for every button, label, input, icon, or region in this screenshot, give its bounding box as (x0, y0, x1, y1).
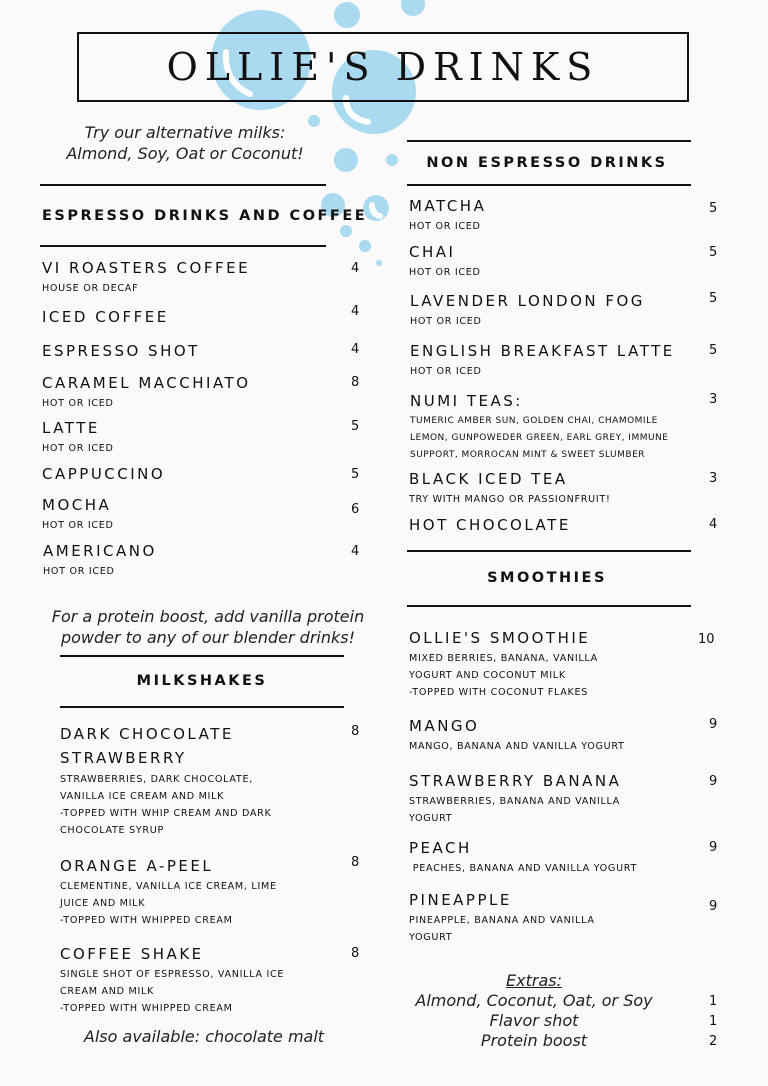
item-name: VI ROASTERS COFFEE (42, 259, 251, 277)
item-desc: CLEMENTINE, VANILLA ICE CREAM, LIME JUICE AND MILK -TOPPED WITH WHIPPED CREAM (60, 881, 277, 926)
smoothies-heading: SMOOTHIES (487, 570, 607, 586)
item-price: 4 (709, 517, 718, 532)
item-desc: HOT OR ICED (410, 316, 482, 327)
item-price: 9 (709, 774, 718, 789)
menu-item-numi-teas (410, 390, 700, 464)
menu-item-americano (43, 540, 157, 580)
item-price: 5 (709, 201, 718, 216)
item-price: 8 (351, 724, 360, 739)
item-desc: HOT OR ICED (410, 366, 482, 377)
menu-item-strawberry-banana (409, 770, 621, 827)
extra-item-flavor-shot: Flavor shot (489, 1011, 579, 1030)
item-name: ICED COFFEE (42, 308, 169, 326)
menu-item-iced-coffee (42, 306, 169, 328)
menu-item-ollies-smoothie (409, 627, 598, 701)
item-desc: MIXED BERRIES, BANANA, VANILLA YOGURT AND COCONUT MILK -TOPPED WITH COCONUT FLAKES (409, 653, 598, 698)
item-name: NUMI TEAS: (410, 392, 523, 410)
item-price: 5 (709, 291, 718, 306)
menu-item-mango (409, 715, 625, 755)
page-title: OLLIE'S DRINKS (166, 45, 600, 89)
item-desc: HOUSE OR DECAF (42, 283, 139, 294)
extra-item-milk: Almond, Coconut, Oat, or Soy (415, 991, 653, 1010)
menu-item-peach (409, 837, 637, 877)
divider (60, 706, 344, 708)
item-desc: HOT OR ICED (43, 566, 115, 577)
item-price: 9 (709, 840, 718, 855)
also-available-note: Also available: chocolate malt (83, 1027, 325, 1046)
item-price: 4 (351, 342, 360, 357)
item-desc: STRAWBERRIES, BANANA AND VANILLA YOGURT (409, 796, 621, 824)
item-price: 9 (709, 717, 718, 732)
menu-item-hot-chocolate (409, 514, 571, 536)
item-price: 4 (351, 544, 360, 559)
item-price: 8 (351, 946, 360, 961)
item-price: 4 (351, 304, 360, 319)
item-name: HOT CHOCOLATE (409, 516, 571, 534)
item-price: 8 (351, 375, 360, 390)
item-price: 3 (709, 392, 718, 407)
item-price: 9 (709, 899, 718, 914)
item-name: ESPRESSO SHOT (42, 342, 200, 360)
menu-item-vi-roasters (42, 257, 250, 297)
item-price: 10 (698, 632, 715, 647)
item-desc: TUMERIC AMBER SUN, GOLDEN CHAI, CHAMOMILE LEMON, GUNPOWEDER GREEN, EARL GREY, IMMUNE SUPPORT, MORROCAN MINT & SWEET SLUMBER (410, 416, 669, 460)
item-price: 5 (351, 419, 360, 434)
non-espresso-heading: NON ESPRESSO DRINKS (426, 155, 668, 171)
menu-item-mocha (42, 494, 114, 534)
item-desc: HOT OR ICED (42, 520, 114, 531)
menu-item-dark-chocolate-strawberry (60, 722, 340, 839)
item-price: 5 (709, 245, 718, 260)
milkshakes-heading: MILKSHAKES (136, 673, 268, 689)
item-name: BLACK ICED TEA (409, 470, 568, 488)
menu-item-pineapple (409, 889, 595, 946)
divider (407, 605, 691, 607)
espresso-heading: ESPRESSO DRINKS AND COFFEE (42, 208, 368, 224)
menu-item-espresso-shot (42, 340, 200, 362)
menu-item-black-iced-tea (409, 468, 611, 508)
menu-item-matcha (409, 195, 486, 235)
divider (40, 184, 326, 186)
item-name: LAVENDER LONDON FOG (410, 292, 645, 310)
item-price: 8 (351, 855, 360, 870)
extras-list (405, 971, 663, 1051)
item-name: DARK CHOCOLATE STRAWBERRY (60, 725, 234, 767)
menu-item-coffee-shake (60, 943, 340, 1017)
protein-note: For a protein boost, add vanilla protein powder to any of our blender drinks! (51, 607, 365, 647)
item-price: 6 (351, 502, 360, 517)
item-desc: PEACHES, BANANA AND VANILLA YOGURT (409, 863, 638, 874)
item-desc: HOT OR ICED (42, 443, 114, 454)
item-name: CHAI (409, 243, 456, 261)
item-desc: HOT OR ICED (409, 267, 481, 278)
menu-item-chai (409, 241, 481, 281)
item-desc: TRY WITH MANGO OR PASSIONFRUIT! (409, 494, 611, 505)
item-name: STRAWBERRY BANANA (409, 772, 622, 790)
item-name: PINEAPPLE (409, 891, 512, 909)
item-desc: STRAWBERRIES, DARK CHOCOLATE, VANILLA ICE CREAM AND MILK -TOPPED WITH WHIP CREAM AND DARK CHOCOLATE SYRUP (60, 774, 272, 836)
divider (407, 140, 691, 142)
divider (407, 184, 691, 186)
extra-price: 2 (709, 1034, 718, 1049)
extra-item-protein-boost: Protein boost (480, 1031, 588, 1050)
extras-title: Extras: (506, 971, 562, 990)
item-price: 5 (351, 467, 360, 482)
item-name: COFFEE SHAKE (60, 945, 204, 963)
item-name: OLLIE'S SMOOTHIE (409, 629, 591, 647)
item-price: 3 (709, 471, 718, 486)
item-name: CARAMEL MACCHIATO (42, 374, 251, 392)
item-name: ENGLISH BREAKFAST LATTE (410, 342, 675, 360)
item-desc: HOT OR ICED (409, 221, 481, 232)
item-desc: MANGO, BANANA AND VANILLA YOGURT (409, 741, 625, 752)
title-box (77, 32, 689, 102)
item-desc: PINEAPPLE, BANANA AND VANILLA YOGURT (409, 915, 595, 943)
menu-item-cappuccino (42, 463, 165, 485)
item-desc: SINGLE SHOT OF ESPRESSO, VANILLA ICE CREAM AND MILK -TOPPED WITH WHIPPED CREAM (60, 969, 285, 1014)
extra-price: 1 (709, 1014, 718, 1029)
item-name: MOCHA (42, 496, 112, 514)
menu-item-latte (42, 417, 114, 457)
item-name: CAPPUCCINO (42, 465, 166, 483)
divider (60, 655, 344, 657)
menu-item-caramel-macchiato (42, 372, 251, 412)
item-name: MANGO (409, 717, 480, 735)
menu-item-lavender-london-fog (410, 290, 645, 330)
item-name: LATTE (42, 419, 100, 437)
divider (407, 550, 691, 552)
alt-milks-note: Try our alternative milks: Almond, Soy, Oat or Coconut! (66, 123, 304, 163)
menu-item-english-breakfast-latte (410, 340, 675, 380)
menu-item-orange-a-peel (60, 855, 340, 929)
item-desc: HOT OR ICED (42, 398, 114, 409)
item-price: 4 (351, 261, 360, 276)
item-price: 5 (709, 343, 718, 358)
divider (40, 245, 326, 247)
item-name: ORANGE A-PEEL (60, 857, 214, 875)
item-name: AMERICANO (43, 542, 157, 560)
item-name: PEACH (409, 839, 472, 857)
item-name: MATCHA (409, 197, 487, 215)
extra-price: 1 (709, 994, 718, 1009)
